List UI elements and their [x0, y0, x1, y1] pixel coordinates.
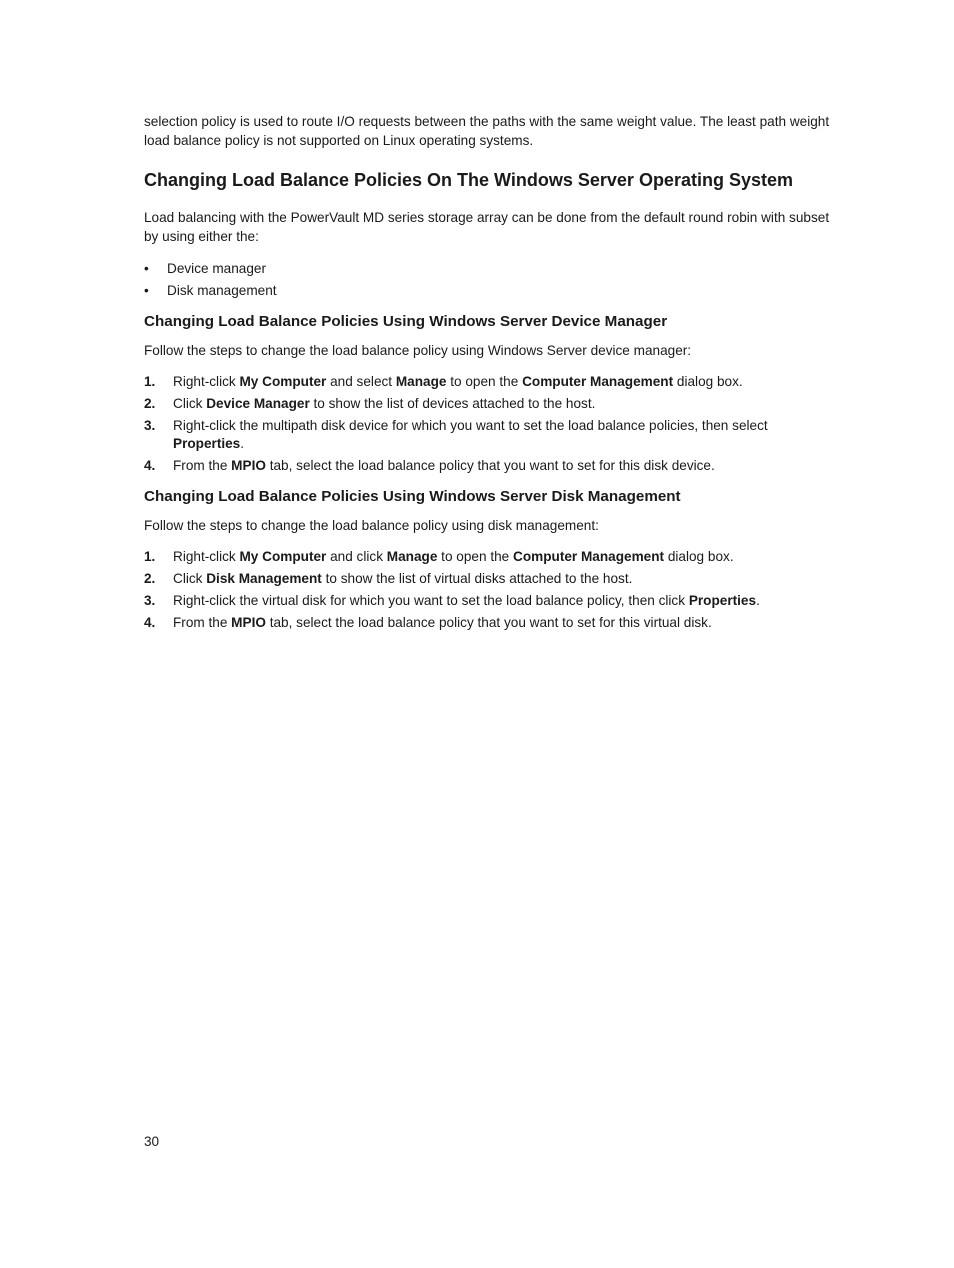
step-item: 3. Right-click the virtual disk for which you want to set the load balance policy, then click Properties. — [144, 593, 760, 608]
section-title: Changing Load Balance Policies On The Windows Server Operating System — [144, 170, 793, 190]
device-manager-paragraph: Follow the steps to change the load balance policy using Windows Server device manager: — [144, 343, 692, 358]
page-content — [144, 112, 834, 644]
step-item: 1. Right-click My Computer and click Manage to open the Computer Management dialog box. — [144, 549, 734, 564]
disk-management-paragraph: Follow the steps to change the load balance policy using disk management: — [144, 518, 599, 533]
bullet-icon: • — [144, 283, 149, 298]
disk-management-heading: Changing Load Balance Policies Using Windows Server Disk Management — [144, 488, 681, 505]
step-item: 4. From the MPIO tab, select the load balance policy that you want to set for this virtual disk. — [144, 615, 712, 630]
method-list — [144, 259, 834, 300]
section-paragraph: Load balancing with the PowerVault MD series storage array can be done from the default round robin with subset by using either the: — [144, 210, 830, 244]
list-item: • Device manager — [144, 261, 266, 276]
intro-paragraph: selection policy is used to route I/O requests between the paths with the same weight value. The least path weight load balance policy is not supported on Linux operating systems. — [144, 114, 830, 148]
page-number: 30 — [144, 1134, 160, 1149]
bullet-icon: • — [144, 261, 149, 276]
step-item: 2. Click Disk Management to show the list of virtual disks attached to the host. — [144, 571, 633, 586]
device-manager-steps — [144, 373, 834, 475]
device-manager-heading: Changing Load Balance Policies Using Windows Server Device Manager — [144, 313, 668, 330]
disk-management-steps — [144, 548, 834, 632]
list-item: • Disk management — [144, 283, 277, 298]
step-item: 1. Right-click My Computer and select Manage to open the Computer Management dialog box. — [144, 374, 743, 389]
step-item: 4. From the MPIO tab, select the load balance policy that you want to set for this disk device. — [144, 458, 715, 473]
step-item: 2. Click Device Manager to show the list of devices attached to the host. — [144, 396, 596, 411]
step-item: 3. Right-click the multipath disk device for which you want to set the load balance policies, then select Properties. — [144, 418, 768, 451]
